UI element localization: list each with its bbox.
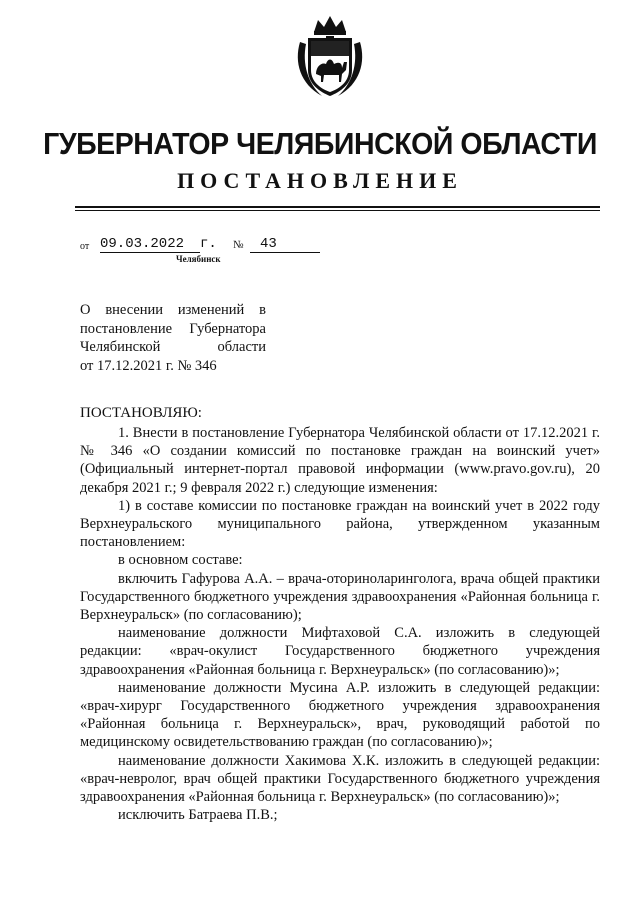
authority-title: ГУБЕРНАТОР ЧЕЛЯБИНСКОЙ ОБЛАСТИ	[43, 126, 597, 161]
body-paragraph: наименование должности Мифтаховой С.А. изложить в следующей редакции: «врач-окулист Государственного бюджетного учреждения здравоохранения «Районная больница г. Верхнеуральск» (по согласованию)»;	[80, 625, 600, 678]
document-subject	[80, 301, 266, 375]
subject-line: постановление Губернатора	[80, 320, 266, 337]
header-rule-thin	[75, 210, 600, 211]
decree-word: ПОСТАНОВЛЯЮ:	[80, 405, 202, 421]
coat-of-arms-icon	[292, 12, 368, 102]
date-year-suffix: г.	[200, 236, 217, 252]
subject-line: Челябинской области	[80, 339, 266, 355]
document-body	[80, 424, 600, 824]
subject-line: от 17.12.2021 г. № 346	[80, 357, 217, 374]
header-rule-thick	[75, 206, 600, 208]
issue-city: Челябинск	[176, 254, 221, 264]
body-paragraph: наименование должности Мусина А.Р. изложить в следующей редакции: «врач-хирург Государственного бюджетного учреждения здравоохранения «Районная больница г. Верхнеуральск», врач, руководящий работой по медицинскому освидетельствованию граждан (по согласованию)»;	[80, 679, 600, 751]
date-from-label: от	[80, 241, 90, 252]
document-type: ПОСТАНОВЛЕНИЕ	[177, 168, 463, 193]
body-paragraph: наименование должности Хакимова Х.К. изложить в следующей редакции: «врач-невролог, врач общей практики Государственного бюджетного учреждения здравоохранения «Районная больница г. Верхнеуральск» (по согласованию)»;	[80, 752, 600, 806]
number-label: №	[233, 239, 244, 251]
document-date: 09.03.2022	[100, 236, 200, 253]
body-paragraph: 1) в составе комиссии по постановке граждан на воинский учет в 2022 году Верхнеуральского муниципального района, утвержденном указанным постановлением:	[80, 497, 600, 551]
body-paragraph: 1. Внести в постановление Губернатора Челябинской области от 17.12.2021 г. № 346 «О создании комиссий по постановке граждан на воинский учет» (Официальный интернет-портал правовой информации (www.pravo.gov.ru), 20 декабря 2021 г.; 9 февраля 2022 г.) следующие изменения:	[80, 425, 600, 496]
body-paragraph: исключить Батраева П.В.;	[118, 807, 278, 824]
subject-line: О внесении изменений в	[80, 302, 266, 318]
body-paragraph: включить Гафурова А.А. – врача-оториноларинголога, врача общей практики Государственного бюджетного учреждения здравоохранения «Районная больница г. Верхнеуральск» (по согласованию);	[80, 570, 600, 624]
body-paragraph: в основном составе:	[118, 552, 243, 569]
document-number: 43	[250, 236, 320, 253]
